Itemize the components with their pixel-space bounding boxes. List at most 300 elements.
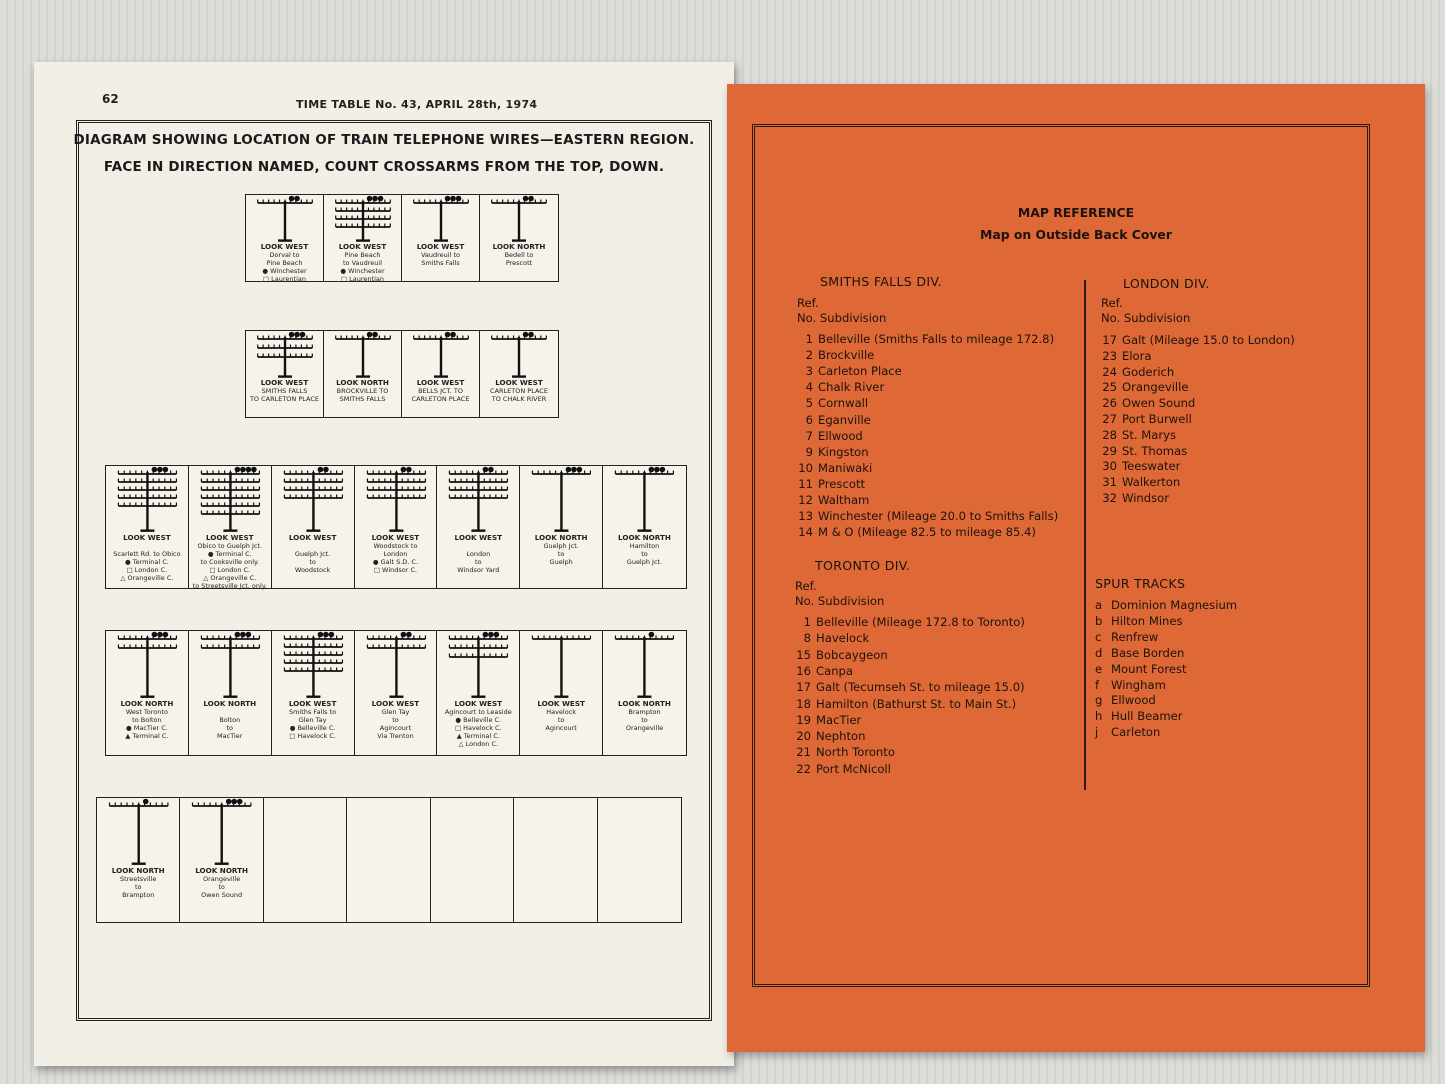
ref-number: 12 (798, 493, 813, 507)
caption-line: to (475, 558, 482, 567)
diagram-cell (324, 195, 402, 284)
wire-marker (294, 332, 300, 338)
look-direction-label: LOOK WEST (454, 699, 503, 709)
subdivision-item (787, 331, 1054, 347)
subdivision-name: Base Borden (1111, 645, 1185, 660)
wire-marker (528, 196, 534, 202)
caption-line: Scarlett Rd. to Obico (113, 550, 181, 559)
wire-marker (654, 467, 660, 473)
ref-number: d (1095, 645, 1103, 660)
subdivision-item (785, 696, 1016, 712)
caption-line: Dorval to (269, 251, 300, 260)
ref-number: g (1095, 693, 1103, 708)
subdivision-name: Kingston (818, 444, 869, 459)
caption-line: △ Orangeville C. (120, 574, 174, 583)
caption-line: CARLETON PLACE (411, 395, 470, 404)
wire-marker (571, 467, 577, 473)
diagram-cell (402, 195, 480, 281)
subdivision-name: Owen Sound (1122, 396, 1196, 411)
wire-marker (289, 196, 295, 202)
caption-line: Agincourt (545, 724, 577, 733)
look-direction-label: LOOK NORTH (195, 866, 249, 876)
subdivision-name: Hilton Mines (1111, 613, 1183, 628)
subdivision-item (785, 679, 1025, 695)
caption-line: Obico to Guelph Jct. (197, 542, 263, 551)
diagram-cell (520, 631, 603, 755)
spur-track-item (1095, 597, 1237, 613)
wire-marker (483, 632, 489, 638)
caption-line (437, 542, 519, 550)
diagram-caption (272, 700, 354, 740)
caption-line: Pine Beach (266, 259, 303, 268)
smiths-falls-heading: SMITHS FALLS DIV. (820, 274, 942, 289)
caption-line: ● Winchester (340, 267, 385, 276)
london-ref-label: Ref. (1101, 296, 1123, 310)
caption-line: to (134, 883, 142, 892)
pole-diagram-icon (246, 331, 324, 378)
wire-marker (240, 467, 246, 473)
subdivision-item (785, 614, 1025, 630)
ref-number: 5 (805, 396, 813, 411)
diagram-row-4 (105, 630, 687, 756)
ref-number: e (1095, 661, 1103, 676)
subdivision-name: Ellwood (1111, 693, 1156, 708)
caption-line (272, 542, 354, 550)
wire-marker (232, 799, 238, 805)
ref-number: 17 (1102, 333, 1117, 347)
caption-line: □ Havelock C. (454, 724, 502, 733)
subdivision-item (787, 395, 868, 411)
caption-line: Agincourt to Leaside (444, 708, 512, 717)
diagram-cell (355, 466, 438, 588)
diagram-row-5 (96, 797, 682, 923)
caption-line: to (641, 716, 648, 725)
look-direction-label: LOOK WEST (495, 378, 543, 388)
pole-diagram-icon (272, 466, 355, 533)
subdivision-name: Carleton (1111, 725, 1161, 740)
ref-number: 20 (796, 729, 811, 744)
caption-line: TO CARLETON PLACE (249, 395, 320, 404)
caption-line: to (557, 716, 565, 725)
ref-number: 19 (796, 712, 811, 727)
caption-line: ▲ Terminal C. (125, 732, 169, 741)
ref-number: 28 (1102, 427, 1117, 442)
pole-diagram-icon (480, 195, 558, 242)
caption-line: □ Laurentian (340, 275, 385, 284)
subdivision-item (787, 476, 865, 492)
wire-marker (406, 632, 412, 638)
pole-diagram-icon (480, 331, 558, 378)
diagram-cell (106, 466, 189, 588)
caption-line: Via Trenton (377, 732, 414, 741)
ref-number: 7 (805, 428, 813, 443)
look-direction-label: LOOK WEST (371, 699, 420, 709)
caption-line: to (309, 558, 316, 567)
wire-marker (226, 799, 232, 805)
caption-line: ● Terminal C. (124, 558, 169, 567)
caption-line (189, 708, 271, 716)
map-reference-title: MAP REFERENCE (1017, 205, 1135, 220)
look-direction-label: LOOK WEST (260, 378, 309, 388)
wire-marker (660, 467, 666, 473)
pole-diagram-icon (189, 631, 272, 699)
wire-marker (445, 196, 451, 202)
subdivision-name: Cornwall (818, 396, 869, 411)
subdivision-item (1091, 332, 1295, 348)
caption-line: ● Terminal C. (207, 550, 252, 559)
diagram-cell (180, 798, 263, 922)
subdivision-item (787, 347, 874, 363)
running-title: TIME TABLE No. 43, APRIL 28th, 1974 (296, 98, 538, 111)
caption-line: Havelock (546, 708, 577, 717)
look-direction-label: LOOK WEST (205, 533, 254, 543)
diagram-cell (97, 798, 180, 922)
wire-marker (152, 467, 158, 473)
subdivision-item (1091, 348, 1152, 364)
diagram-heading-line1: DIAGRAM SHOWING LOCATION OF TRAIN TELEPHONE WIRES—EASTERN REGION. (73, 132, 695, 148)
caption-line: London (383, 550, 408, 559)
subdivision-item (787, 524, 1036, 540)
caption-line: SMITHS FALLS (261, 387, 308, 396)
wire-marker (494, 632, 500, 638)
subdivision-name: North Toronto (816, 745, 895, 760)
ref-number: 21 (796, 745, 811, 760)
caption-line: Guelph Jct. (626, 558, 663, 567)
right-page (727, 84, 1425, 1052)
wire-marker (328, 632, 334, 638)
spur-track-item (1095, 724, 1160, 740)
smiths-falls-col-label: No. Subdivision (797, 311, 887, 325)
subdivision-item (787, 428, 863, 444)
caption-line (106, 542, 188, 550)
pole-diagram-icon (437, 631, 520, 699)
subdivision-item (785, 647, 888, 663)
wire-marker (234, 632, 240, 638)
diagram-caption (97, 867, 179, 899)
caption-line: Brampton (122, 891, 155, 900)
subdivision-name: St. Marys (1122, 427, 1177, 442)
diagram-cell (324, 331, 402, 417)
diagram-caption (324, 379, 401, 403)
subdivision-name: Canpa (816, 663, 854, 678)
ref-number: 3 (805, 364, 813, 379)
diagram-caption (437, 534, 519, 574)
wire-marker (300, 332, 306, 338)
caption-line: Streetsville (120, 875, 157, 884)
wire-marker (245, 632, 251, 638)
wire-marker (649, 632, 655, 638)
caption-line: ● MacTier C. (126, 724, 168, 733)
caption-line: to (641, 550, 648, 559)
look-direction-label: LOOK NORTH (203, 699, 257, 709)
wire-marker (488, 467, 494, 473)
wire-marker (163, 467, 169, 473)
wire-marker (400, 632, 406, 638)
caption-line: Orangeville (202, 875, 241, 884)
subdivision-name: Waltham (818, 493, 870, 507)
caption-line: Windsor Yard (457, 566, 500, 575)
caption-line: SMITHS FALLS (339, 395, 386, 404)
diagram-cell (598, 798, 681, 922)
subdivision-item (785, 728, 866, 744)
pole-diagram-icon (437, 466, 520, 533)
subdivision-name: Renfrew (1111, 629, 1159, 644)
pole-diagram-icon (355, 631, 438, 699)
subdivision-name: Wingham (1111, 677, 1166, 692)
subdivision-name: Brockville (818, 348, 875, 363)
pole-diagram-icon (520, 631, 603, 699)
diagram-caption (324, 243, 401, 283)
wire-marker (523, 332, 529, 338)
diagram-row-1 (245, 194, 559, 282)
map-reference-frame (752, 124, 1370, 987)
caption-line: to Streetsville Jct. only. (192, 582, 267, 591)
wire-marker (456, 196, 462, 202)
diagram-caption (355, 700, 437, 740)
ref-number: 8 (803, 631, 811, 646)
caption-line: Bedell to (504, 251, 534, 260)
subdivision-name: Havelock (816, 631, 870, 646)
subdivision-name: Dominion Magnesium (1111, 598, 1238, 612)
caption-line: Woodstock to (373, 542, 418, 551)
ref-number: 11 (798, 476, 813, 491)
ref-number: 2 (805, 348, 813, 363)
look-direction-label: LOOK NORTH (618, 533, 671, 543)
caption-line: CARLETON PLACE (490, 387, 548, 396)
ref-number: h (1095, 709, 1103, 724)
subdivision-item (1091, 411, 1192, 427)
caption-line: Hamilton (629, 542, 660, 551)
subdivision-item (1091, 443, 1187, 459)
diagram-caption (106, 700, 188, 740)
diagram-caption (180, 867, 262, 899)
caption-line: □ London C. (209, 566, 251, 575)
caption-line: □ Windsor C. (373, 566, 418, 575)
caption-line: Brampton (628, 708, 661, 717)
caption-line: Glen Tay (381, 708, 410, 717)
subdivision-name: Prescott (818, 476, 866, 491)
ref-number: 13 (798, 509, 813, 524)
subdivision-name: Maniwaki (818, 460, 873, 475)
wire-marker (317, 632, 323, 638)
pole-diagram-icon (324, 195, 402, 242)
diagram-cell (480, 195, 558, 281)
diagram-heading-line2: FACE IN DIRECTION NAMED, COUNT CROSSARMS FROM THE TOP, DOWN. (103, 159, 665, 175)
subdivision-item (787, 379, 884, 395)
look-direction-label: LOOK WEST (123, 533, 171, 543)
subdivision-item (1091, 474, 1180, 490)
caption-line: ● Belleville C. (455, 716, 502, 725)
wire-marker (143, 799, 149, 805)
ref-number: 31 (1102, 475, 1117, 490)
look-direction-label: LOOK WEST (537, 699, 585, 709)
spur-track-item (1095, 629, 1158, 645)
toronto-col-label: No. Subdivision (795, 594, 885, 608)
pole-diagram-icon (97, 798, 180, 866)
spur-track-item (1095, 661, 1187, 677)
subdivision-name: Orangeville (1122, 380, 1189, 395)
caption-line: □ Havelock C. (289, 732, 336, 741)
diagram-cell (347, 798, 430, 922)
caption-line: Guelph Jct. (543, 542, 579, 551)
wire-marker (163, 632, 169, 638)
spur-track-item (1095, 613, 1183, 629)
ref-number: 24 (1102, 364, 1117, 379)
subdivision-item (1091, 458, 1180, 474)
subdivision-name: M & O (Mileage 82.5 to mileage 85.4) (818, 525, 1036, 540)
look-direction-label: LOOK WEST (288, 699, 337, 709)
caption-line: Bolton (219, 716, 241, 725)
caption-line: ● Winchester (262, 267, 307, 276)
spur-tracks-heading: SPUR TRACKS (1095, 576, 1186, 591)
caption-line: ● Galt S.D. C. (372, 558, 419, 567)
pole-diagram-icon (402, 331, 480, 378)
look-direction-label: LOOK WEST (454, 533, 503, 543)
caption-line: Woodstock (294, 566, 331, 575)
ref-number: 26 (1102, 396, 1117, 411)
caption-line: MacTier (217, 732, 243, 741)
subdivision-name: Hamilton (Bathurst St. to Main St.) (816, 696, 1017, 711)
caption-line: Guelph Jct. (294, 550, 331, 559)
subdivision-item (787, 412, 871, 428)
look-direction-label: LOOK NORTH (618, 699, 671, 709)
caption-line: to Vaudreuil (342, 259, 383, 268)
wire-marker (406, 467, 412, 473)
pole-diagram-icon (355, 466, 438, 533)
diagram-cell (520, 466, 603, 588)
wire-marker (378, 196, 384, 202)
ref-number: 9 (805, 444, 813, 459)
diagram-cell (189, 631, 272, 755)
caption-line: to (218, 883, 225, 892)
spur-track-item (1095, 708, 1183, 724)
subdivision-item (787, 508, 1058, 524)
london-col-label: No. Subdivision (1101, 311, 1191, 325)
subdivision-item (1091, 490, 1169, 506)
wire-marker (577, 467, 583, 473)
wire-marker (294, 196, 300, 202)
caption-line: to (392, 716, 399, 725)
diagram-caption (402, 379, 479, 403)
toronto-ref-label: Ref. (795, 579, 817, 593)
subdivision-item (785, 663, 853, 679)
subdivision-name: Port McNicoll (816, 761, 891, 776)
diagram-cell (514, 798, 597, 922)
wire-marker (488, 632, 494, 638)
ref-number: 1 (803, 615, 811, 629)
wire-marker (317, 467, 323, 473)
caption-line: Smiths Falls to (289, 708, 337, 717)
look-direction-label: LOOK WEST (260, 242, 309, 252)
ref-number: 4 (805, 380, 813, 395)
left-page (34, 62, 734, 1066)
wire-marker (566, 467, 572, 473)
caption-line: to Cooksville only. (200, 558, 259, 567)
caption-line: Prescott (505, 259, 533, 268)
wire-marker (289, 332, 295, 338)
subdivision-name: Eganville (818, 412, 871, 427)
subdivision-name: Winchester (Mileage 20.0 to Smiths Falls) (818, 509, 1059, 524)
look-direction-label: LOOK NORTH (492, 242, 546, 252)
wire-marker (245, 467, 251, 473)
look-direction-label: LOOK NORTH (111, 866, 165, 876)
look-direction-label: LOOK WEST (288, 533, 337, 543)
diagram-caption (272, 534, 354, 574)
toronto-heading: TORONTO DIV. (815, 558, 911, 573)
diagram-cell (355, 631, 438, 755)
pole-diagram-icon (402, 195, 480, 242)
subdivision-item (785, 630, 869, 646)
look-direction-label: LOOK WEST (371, 533, 420, 543)
caption-line: BROCKVILLE TO (336, 387, 389, 396)
spur-track-item (1095, 692, 1156, 708)
diagram-caption (402, 243, 479, 267)
subdivision-item (787, 460, 872, 476)
ref-number: f (1095, 677, 1100, 692)
look-direction-label: LOOK NORTH (120, 699, 174, 709)
pole-diagram-icon (324, 331, 402, 378)
diagram-cell (246, 331, 324, 417)
caption-line: to Bolton (132, 716, 162, 725)
look-direction-label: LOOK WEST (416, 378, 465, 388)
subdivision-name: Galt (Tecumseh St. to mileage 15.0) (816, 680, 1025, 695)
subdivision-name: Elora (1122, 348, 1152, 363)
caption-line: Orangeville (625, 724, 664, 733)
pole-diagram-icon (106, 631, 189, 699)
diagram-cell (189, 466, 272, 591)
wire-marker (528, 332, 534, 338)
ref-number: 25 (1102, 380, 1117, 395)
subdivision-item (1091, 364, 1174, 380)
diagram-caption (480, 379, 558, 403)
diagram-cell (272, 631, 355, 755)
pole-diagram-icon (272, 631, 355, 699)
wire-marker (400, 467, 406, 473)
diagram-cell (264, 798, 347, 922)
spur-track-item (1095, 645, 1184, 661)
look-direction-label: LOOK WEST (416, 242, 465, 252)
wire-marker (234, 467, 240, 473)
diagram-caption (603, 700, 686, 732)
wire-marker (445, 332, 451, 338)
diagram-cell (480, 331, 558, 417)
ref-number: c (1095, 629, 1102, 644)
subdivision-name: St. Thomas (1122, 443, 1188, 458)
diagram-caption (437, 700, 519, 748)
diagram-caption (189, 700, 271, 740)
diagram-row-3 (105, 465, 687, 589)
look-direction-label: LOOK NORTH (336, 378, 389, 388)
caption-line: Pine Beach (344, 251, 381, 260)
wire-marker (450, 332, 456, 338)
ref-number: 15 (796, 647, 811, 662)
diagram-caption (246, 243, 323, 283)
caption-line: ▲ Terminal C. (456, 732, 500, 741)
caption-line: to (226, 724, 234, 733)
ref-number: 18 (796, 696, 811, 711)
pole-diagram-icon (180, 798, 263, 866)
caption-line: Smiths Falls (421, 259, 460, 268)
subdivision-name: Goderich (1122, 364, 1175, 379)
diagram-cell (431, 798, 514, 922)
pole-diagram-icon (246, 195, 324, 242)
diagram-caption (189, 534, 271, 590)
wire-marker (237, 799, 243, 805)
ref-number: 17 (796, 680, 811, 695)
subdivision-name: Belleville (Smiths Falls to mileage 172.8) (818, 332, 1055, 346)
subdivision-name: Chalk River (818, 380, 885, 395)
wire-marker (323, 632, 329, 638)
